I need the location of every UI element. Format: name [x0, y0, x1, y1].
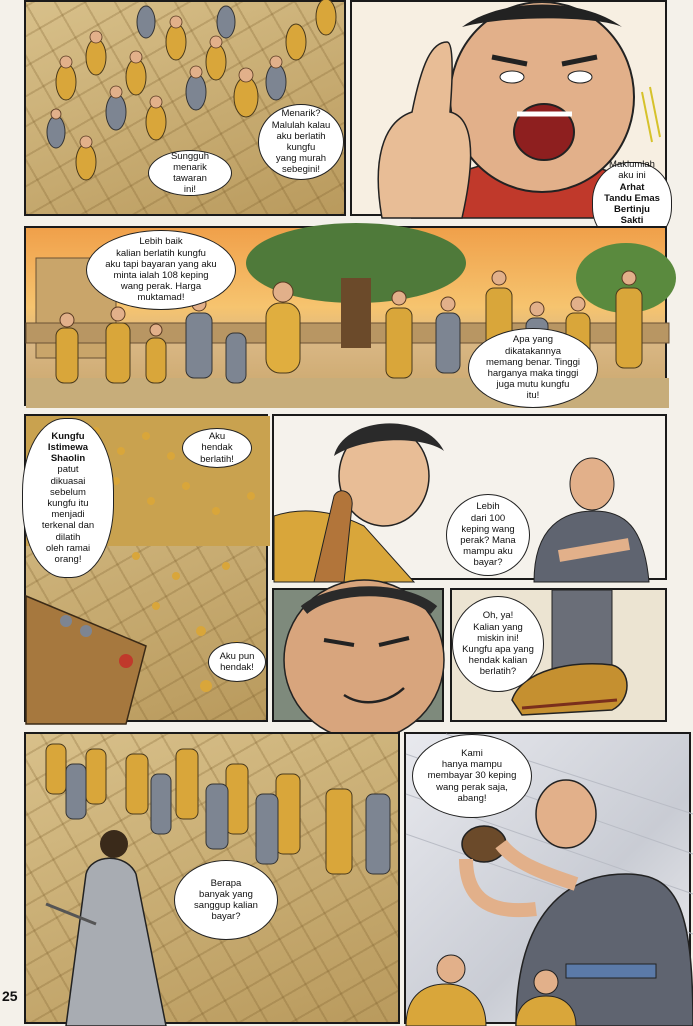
bubble-line: memang benar. Tinggi [485, 356, 580, 368]
bubble-line: itu! [526, 390, 540, 402]
speech-bubble-aku-hendak [182, 428, 252, 468]
bubble-line: minta ialah 108 keping [113, 270, 209, 281]
bubble-line: Oh, ya! [482, 610, 514, 622]
bubble-line: banyak yang [199, 888, 253, 900]
bubble-line: mampu aku [463, 546, 513, 558]
bubble-line: Lebih [476, 501, 500, 513]
bubble-line: wang perak saja, [436, 781, 508, 793]
bubble-line: sebegini! [281, 164, 321, 176]
bubble-line: Malulah kalau [271, 119, 331, 131]
bubble-line: dari 100 [470, 512, 506, 524]
bubble-line: aku tapi bayaran yang aku [105, 258, 217, 270]
bubble-line: juga mutu kungfu [496, 379, 570, 391]
bubble-name: Bertinju Sakti [614, 204, 650, 227]
bubble-line: Kungfu apa yang [462, 644, 534, 655]
smirking-face-illustration [274, 590, 446, 724]
speech-bubble-lebih-baik [86, 230, 236, 310]
bubble-line: menarik tawaran [173, 161, 207, 184]
bubble-line: muktamad! [137, 292, 185, 304]
bubble-name: Tandu Emas [604, 192, 660, 204]
bubble-name: Arhat [619, 181, 645, 193]
caption-line: oleh ramai [45, 542, 91, 554]
bubble-line: keping wang [461, 523, 515, 535]
bubble-line: Menarik? [281, 108, 321, 120]
bubble-line: hendak! [220, 662, 254, 673]
panel-7-foot-closeup [450, 588, 667, 722]
page-number: 25 [2, 988, 18, 1004]
bubble-line: ini! [183, 184, 197, 196]
bubble-line: bayar? [211, 911, 241, 923]
speech-bubble-aku-pun [208, 642, 266, 682]
bubble-line: dikatakannya [505, 345, 561, 357]
bubble-line: perak? Mana [460, 535, 516, 546]
bubble-line: aku ini [618, 170, 646, 182]
speech-bubble-kami-hanya [412, 734, 532, 818]
panel-9-monk-with-pouch [404, 732, 691, 1024]
bubble-line: Apa yang [512, 334, 554, 346]
bubble-line: Lebih baik [139, 236, 183, 248]
panel-4-aerial-crowd [24, 414, 268, 722]
caption-line: patut [57, 464, 79, 476]
caption-title: Kungfu [51, 430, 85, 442]
bubble-line: Berapa [210, 877, 242, 889]
bubble-line: membayar 30 keping [427, 770, 517, 782]
bubble-line: hanya mampu [441, 759, 503, 771]
bubble-line: harganya maka tinggi [487, 368, 579, 379]
panel-5-young-man-and-monk [272, 414, 667, 580]
bubble-line: berlatih! [200, 453, 234, 465]
speech-bubble-lebih-dari-100 [446, 494, 530, 576]
bubble-line: Aku hendak [201, 431, 233, 454]
bubble-line: Kalian yang [473, 621, 523, 633]
bubble-line: aku berlatih kungfu [276, 130, 326, 153]
caption-line: orang! [54, 554, 82, 566]
bubble-line: wang perak. Harga [120, 281, 202, 293]
bubble-line: yang murah [275, 153, 327, 165]
bubble-line: berlatih? [479, 666, 517, 678]
bubble-line: sanggup kalian [194, 900, 258, 911]
bubble-line: abang! [457, 792, 487, 804]
speech-bubble-berapa-banyak [174, 860, 278, 940]
panel-8-crowd-swordsman [24, 732, 400, 1024]
speech-bubble-menarik [258, 104, 344, 180]
panel-1-courtyard-crowd [24, 0, 346, 216]
caption-line: dikuasai sebelum [50, 475, 86, 498]
panel-6-smirking-face [272, 588, 444, 722]
caption-kungfu-istimewa [22, 418, 114, 578]
bubble-line: miskin ini! [477, 632, 519, 644]
bubble-line: Aku pun [219, 650, 255, 662]
bubble-line: Sungguh [170, 150, 210, 162]
caption-line: terkenal dan dilatih [41, 520, 95, 543]
caption-title: Istimewa [47, 441, 89, 453]
panel-3-sunset-crowd [24, 226, 667, 406]
bubble-line: Maklumlah [609, 159, 655, 171]
bubble-line: bayar? [473, 557, 503, 569]
caption-line: kungfu itu menjadi [47, 498, 89, 521]
bubble-line: kalian berlatih kungfu [116, 247, 206, 259]
speech-bubble-oh-ya [452, 596, 544, 692]
panel-2-shouting-monk [350, 0, 667, 227]
bubble-line: hendak kalian [468, 655, 528, 667]
speech-bubble-sungguh [148, 150, 232, 196]
speech-bubble-apa-yang [468, 328, 598, 408]
bubble-line: Kami [461, 747, 483, 759]
caption-title: Shaolin [50, 453, 86, 465]
